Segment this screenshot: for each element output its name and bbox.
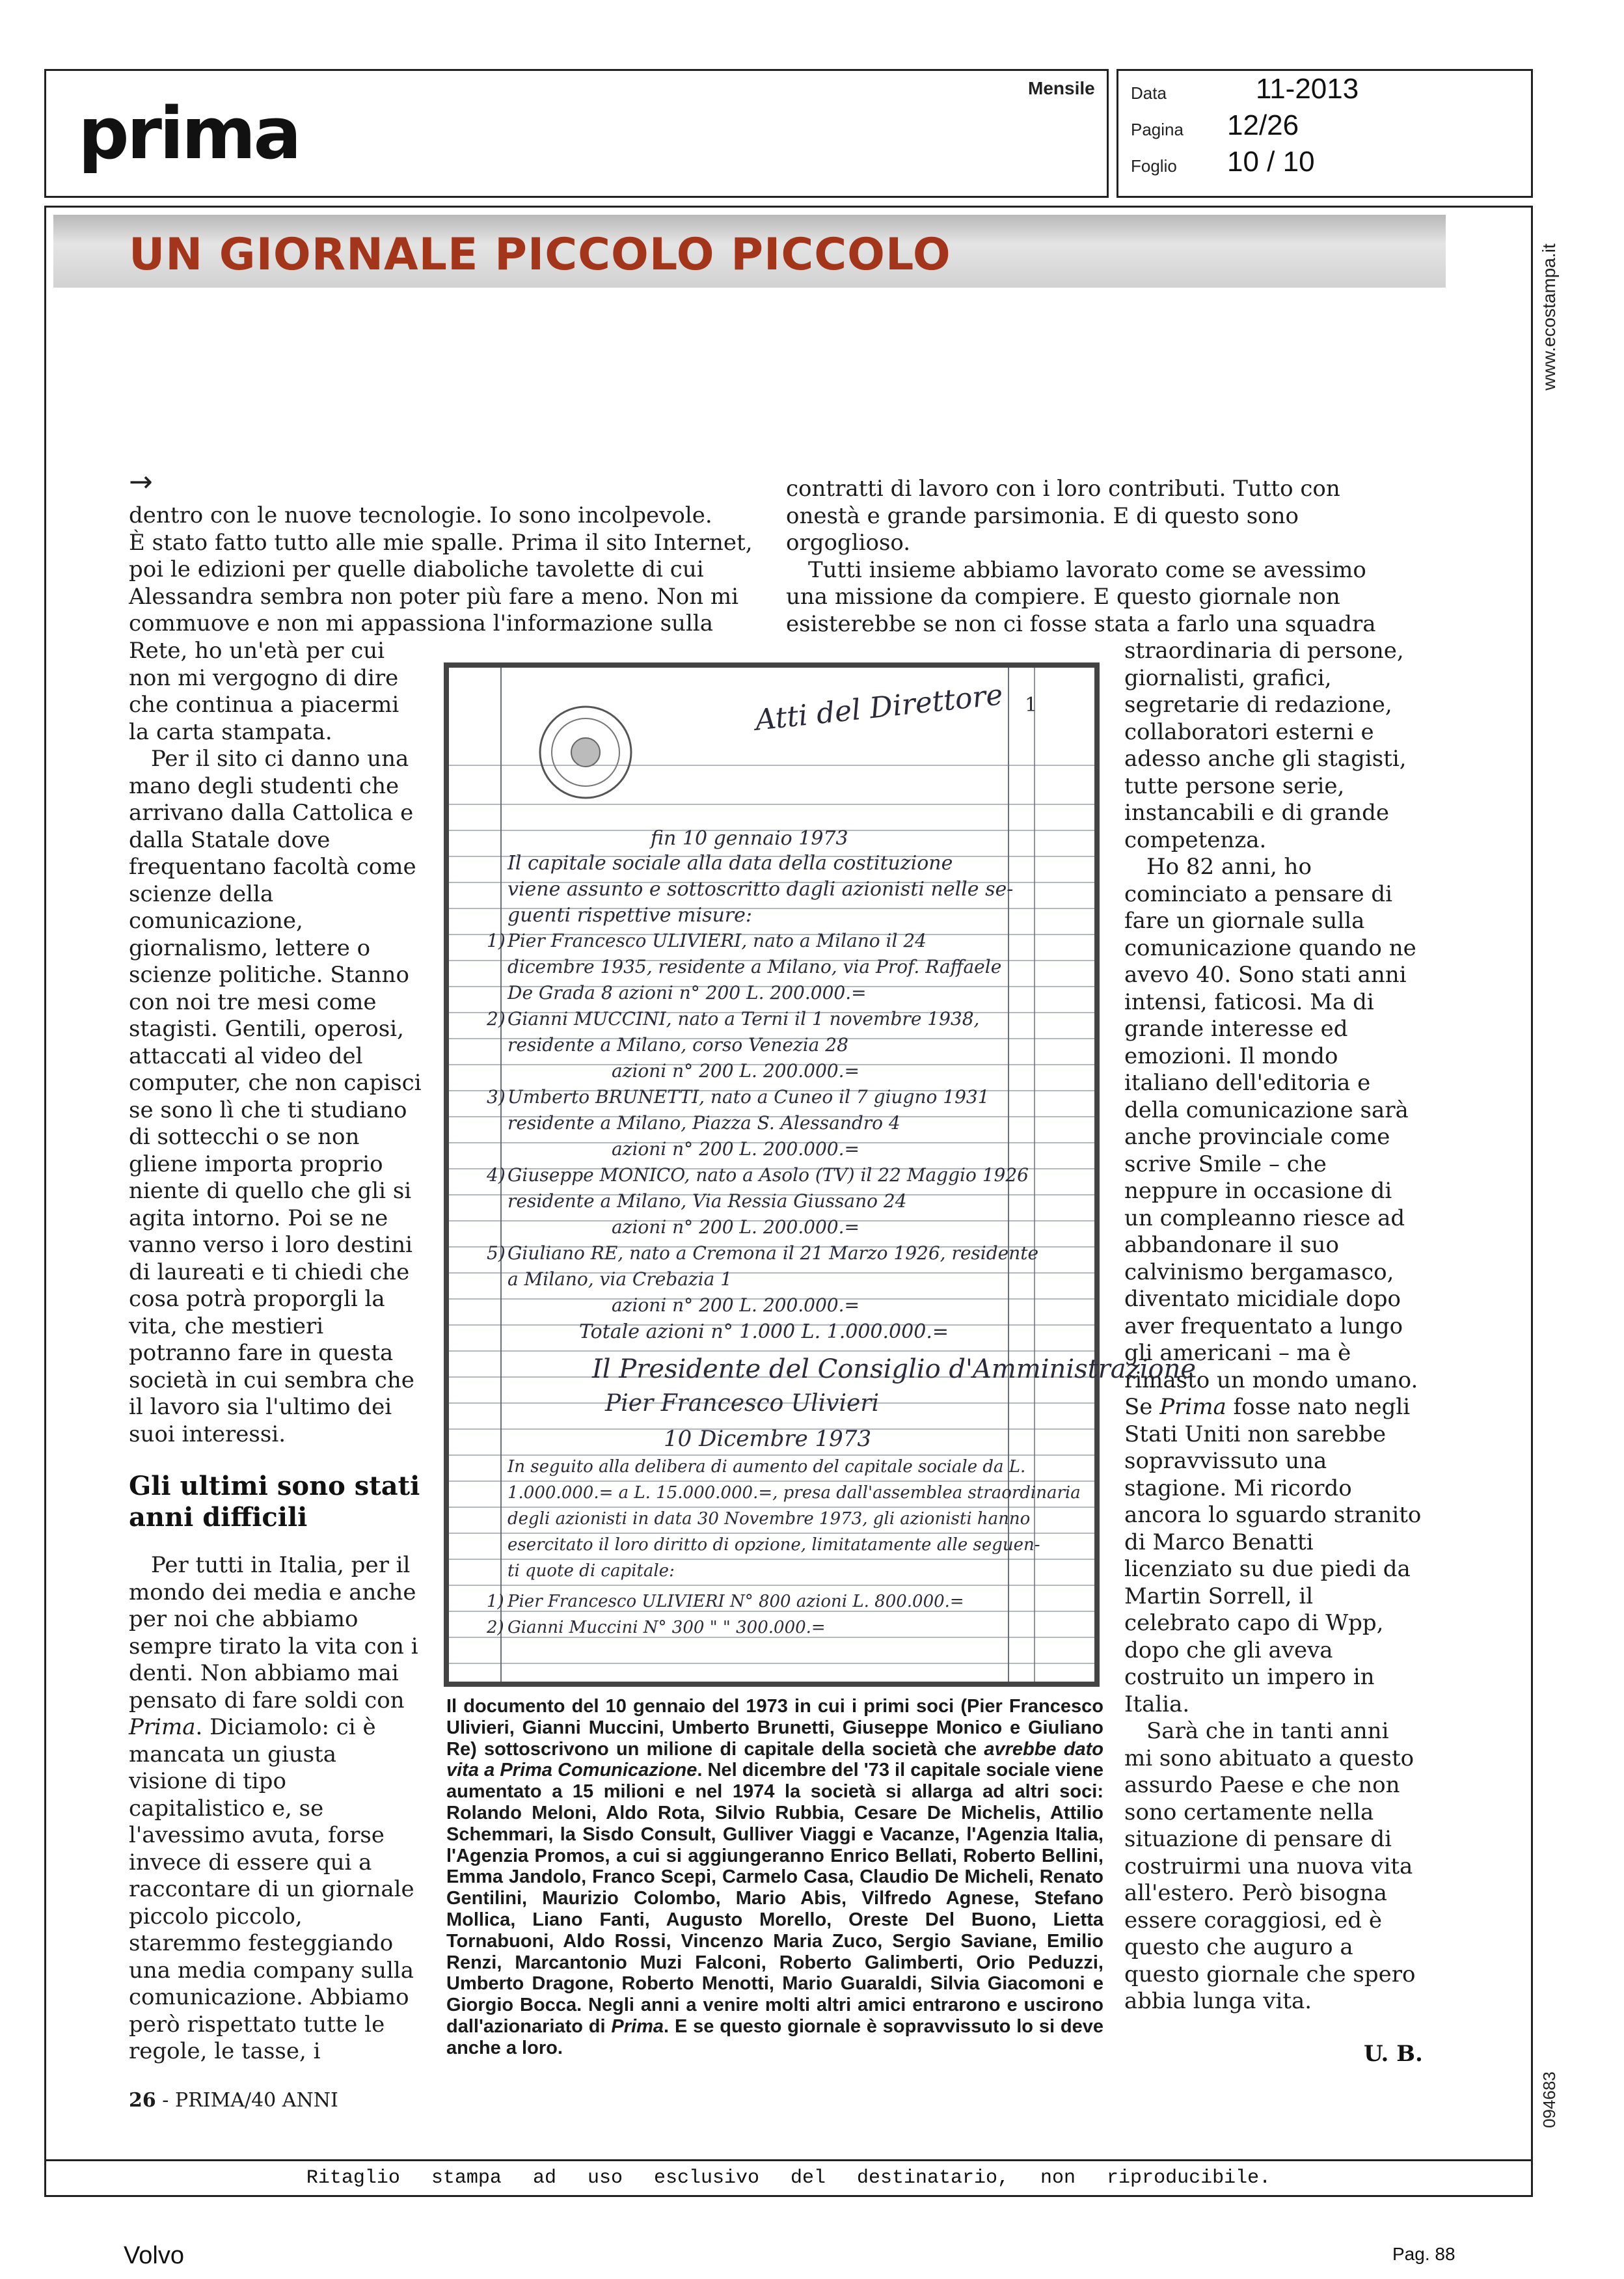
side-code: 094683 xyxy=(1539,2071,1559,2128)
entry-number: 1) xyxy=(487,930,506,951)
author-signature: U. B. xyxy=(1364,2041,1423,2067)
text-line: contratti di lavoro con i loro contributi. Tutto con xyxy=(786,476,1340,502)
doc-line: azioni n° 200 L. 200.000.= xyxy=(612,1294,859,1316)
doc-line: In seguito alla delibera di aumento del capitale sociale da L. xyxy=(508,1457,1026,1477)
left-narrow-column xyxy=(129,638,422,1448)
doc-line: Giuliano RE, nato a Cremona il 21 Marzo 1926, residente xyxy=(508,1242,1039,1264)
doc-line: Il capitale sociale alla data della costituzione xyxy=(508,852,953,875)
text-line: Alessandra sembra non poter più fare a meno. Non mi xyxy=(129,583,739,610)
scrawled-heading: Atti del Direttore xyxy=(753,678,1005,737)
frame-top-rule xyxy=(44,206,1533,208)
doc-page-number: 1 xyxy=(1025,694,1038,716)
text-line: poi le edizioni per quelle diaboliche tavolette di cui xyxy=(129,556,704,582)
paragraph: Rete, ho un'età per cui non mi vergogno di dire che continua a piacermi la carta stampata. xyxy=(129,638,399,745)
entry-number: 3) xyxy=(487,1086,506,1108)
left-narrow-column-2 xyxy=(129,1552,422,2066)
doc-line: Gianni MUCCINI, nato a Terni il 1 novembre 1938, xyxy=(508,1008,980,1030)
left-wide-text xyxy=(129,502,753,638)
frequency-label: Mensile xyxy=(1028,78,1095,98)
entry-number: 2) xyxy=(487,1618,504,1637)
doc-line: azioni n° 200 L. 200.000.= xyxy=(612,1060,859,1082)
paragraph: Per il sito ci danno una mano degli studenti che arrivano dalla Cattolica e dalla Statale dove frequentano facoltà come scienze della comunicazione, giornalismo, lettere o scienze politiche. Stanno con noi tre mesi come stagisti. Gentili, operosi, attaccati al video del computer, che non capisci se sono lì che ti studiano di sottecchi o se non gliene importa proprio niente di quello che gli si agita intorno. Poi se ne vanno verso i loro destini di laureati e ti chiedi che cosa potrà proporgli la vita, che mestieri potranno fare in questa società in cui sembra che il lavoro sia l'ultimo dei suoi interessi. xyxy=(129,746,422,1447)
side-url xyxy=(1532,221,1571,390)
doc-line: Gianni Muccini N° 300 " " 300.000.= xyxy=(508,1618,826,1637)
entry-number: 5) xyxy=(487,1242,506,1264)
doc-signature: Pier Francesco Ulivieri xyxy=(605,1390,879,1417)
doc-line: Pier Francesco ULIVIERI N° 800 azioni L. 800.000.= xyxy=(508,1592,964,1611)
historic-document xyxy=(444,662,1197,1687)
foglio-value: 10 / 10 xyxy=(1227,146,1315,178)
doc-line: Umberto BRUNETTI, nato a Cuneo il 7 giugno 1931 xyxy=(508,1086,990,1108)
text-line: orgoglioso. xyxy=(786,530,911,556)
data-value: 11-2013 xyxy=(1256,73,1359,105)
doc-line: viene assunto e sottoscritto dagli azionisti nelle se- xyxy=(508,878,1014,901)
paragraph: Ho 82 anni, ho cominciato a pensare di fare un giornale sulla comunicazione quando ne avevo 40. Sono stati anni intensi, faticosi. Ma di grande interesse ed emozioni. Il mondo italiano dell'editoria e della comunicazione sarà anche provinciale come scrive Smile – che neppure in occasione di un compleanno riesce ad abbandonare il suo calvinismo bergamasco, diventato micidiale dopo aver frequentato a lungo gli americani – ma è rimasto un mondo umano. Se Prima fosse nato negli Stati Uniti non sarebbe sopravvissuto una stagione. Mi ricordo ancora lo sguardo stranito di Marco Benatti licenziato su due piedi da Martin Sorrell, il celebrato capo di Wpp, dopo che gli aveva costruito un impero in Italia. xyxy=(1124,854,1422,1717)
official-stamp xyxy=(540,707,631,798)
doc-line: residente a Milano, Piazza S. Alessandro 4 xyxy=(508,1112,900,1134)
right-top-text xyxy=(786,476,1443,638)
ecostampa-url: www.ecostampa.it xyxy=(1539,243,1559,390)
doc-line: residente a Milano, Via Ressia Giussano 24 xyxy=(508,1190,907,1212)
text-line: onestà e grande parsimonia. E di questo sono xyxy=(786,502,1299,529)
article-title: UN GIORNALE PICCOLO PICCOLO xyxy=(129,229,951,280)
publication-logo: prima xyxy=(78,92,299,175)
doc-line: azioni n° 200 L. 200.000.= xyxy=(612,1138,859,1160)
continuation-arrow-icon: → xyxy=(129,465,153,498)
entry-number: 4) xyxy=(487,1164,506,1186)
doc-line: Giuseppe MONICO, nato a Asolo (TV) il 22 Maggio 1926 xyxy=(508,1164,1029,1186)
pagina-label: Pagina xyxy=(1131,120,1184,139)
image-caption: Il documento del 10 gennaio del 1973 in cui i primi soci (Pier Francesco Ulivieri, Gianni Muccini, Umberto Brunetti, Giuseppe Monico e Giuliano Re) sottoscrivono un milione di capitale della società che avrebbe dato vita a Prima Comunicazione. Nel dicembre del '73 il capitale sociale viene aumentato a 15 milioni e nel 1974 la società si allarga ad altri soci: Rolando Meloni, Aldo Rota, Silvio Rubbia, Cesare De Michelis, Attilio Schemmari, la Sisdo Consult, Gulliver Viaggi e Vacanze, l'Agenzia Italia, l'Agenzia Promos, a cui si aggiungeranno Enrico Bellati, Roberto Bellini, Emma Jandolo, Franco Scepi, Carmelo Casa, Claudio De Micheli, Renato Gentilini, Maurizio Colombo, Mario Abis, Vilfredo Agnese, Stefano Mollica, Liano Fanti, Augusto Morello, Oreste Del Buono, Lietta Tornabuoni, Aldo Rossi, Vincenzo Maria Zuco, Sergio Saviane, Emilio Renzi, Marcantonio Muzi Falconi, Roberto Galimberti, Orio Peduzzi, Umberto Dragone, Roberto Menotti, Mario Guaraldi, Silvia Giacomoni e Giorgio Bocca. Negli anni a venire molti altri amici entrarono e uscirono dall'azionariato di Prima. E se questo giornale è sopravvissuto lo si deve anche a loro. xyxy=(446,1696,1104,2058)
doc-line: ti quote di capitale: xyxy=(508,1561,675,1581)
doc-line: esercitato il loro diritto di opzione, limitatamente alle seguen- xyxy=(508,1535,1040,1555)
pagina-value: 12/26 xyxy=(1227,109,1299,141)
text-line: una missione da compiere. E questo giornale non xyxy=(786,584,1340,610)
doc-date: fin 10 gennaio 1973 xyxy=(651,827,848,850)
doc-line: guenti rispettive misure: xyxy=(508,904,752,927)
text-line: commuove e non mi appassiona l'informazione sulla xyxy=(129,610,713,636)
doc-president: Il Presidente del Consiglio d'Amministrazione xyxy=(592,1354,1197,1384)
text-line: È stato fatto tutto alle mie spalle. Prima il sito Internet, xyxy=(129,529,753,556)
page-folio: 26 - PRIMA/40 ANNI xyxy=(129,2089,338,2112)
paragraph: Sarà che in tanti anni mi sono abituato a questo assurdo Paese e che non sono certamente nella situazione di pensare di costruirmi una nuova vita all'estero. Però bisogna essere coraggiosi, ed è questo che auguro a questo giornale che spero abbia lunga vita. xyxy=(1124,1718,1416,2014)
paragraph: straordinaria di persone, giornalisti, grafici, segretarie di redazione, collaboratori esterni e adesso anche gli stagisti, tutte persone serie, instancabili e di grande competenza. xyxy=(1124,638,1407,853)
right-narrow-column xyxy=(1124,638,1424,2015)
doc-line: 1.000.000.= a L. 15.000.000.=, presa dall'assemblea straordinaria xyxy=(508,1483,1081,1503)
paragraph: Per tutti in Italia, per il mondo dei media e anche per noi che abbiamo sempre tirato la vita con i denti. Non abbiamo mai pensato di fare soldi con Prima. Diciamolo: ci è mancata un giusta visione di tipo capitalistico e, se l'avessimo avuta, forse invece di essere qui a raccontare di un giornale piccolo piccolo, staremmo festeggiando una media company sulla comunicazione. Abbiamo però rispettato tutte le regole, le tasse, i xyxy=(129,1552,418,2064)
text-line: dentro con le nuove tecnologie. Io sono incolpevole. xyxy=(129,502,712,528)
doc-date-2: 10 Dicembre 1973 xyxy=(664,1426,872,1452)
doc-line: degli azionisti in data 30 Novembre 1973, gli azionisti hanno xyxy=(508,1509,1031,1529)
text-line: esisterebbe se non ci fosse stata a farlo una squadra xyxy=(786,610,1376,637)
doc-total: Totale azioni n° 1.000 L. 1.000.000.= xyxy=(579,1320,949,1343)
reproduction-notice: Ritaglio stampa ad uso esclusivo del destinatario, non riproducibile. xyxy=(306,2167,1271,2189)
data-label: Data xyxy=(1131,83,1167,103)
doc-line: De Grada 8 azioni n° 200 L. 200.000.= xyxy=(508,982,867,1003)
page-number: Pag. 88 xyxy=(1392,2244,1455,2264)
entry-number: 2) xyxy=(487,1008,506,1030)
doc-line: residente a Milano, corso Venezia 28 xyxy=(508,1034,848,1056)
doc-line: dicembre 1935, residente a Milano, via Prof. Raffaele xyxy=(508,956,1002,977)
doc-line: azioni n° 200 L. 200.000.= xyxy=(612,1216,859,1238)
doc-line: a Milano, via Crebazia 1 xyxy=(508,1268,733,1290)
notice-rule xyxy=(44,2159,1533,2161)
subheading: Gli ultimi sono stati anni difficili xyxy=(129,1471,420,1533)
entry-number: 1) xyxy=(487,1592,504,1611)
foglio-label: Foglio xyxy=(1131,156,1177,176)
client-name: Volvo xyxy=(124,2242,184,2269)
doc-line: Pier Francesco ULIVIERI, nato a Milano il 24 xyxy=(508,930,927,951)
text-line: Tutti insieme abbiamo lavorato come se avessimo xyxy=(808,556,1366,583)
